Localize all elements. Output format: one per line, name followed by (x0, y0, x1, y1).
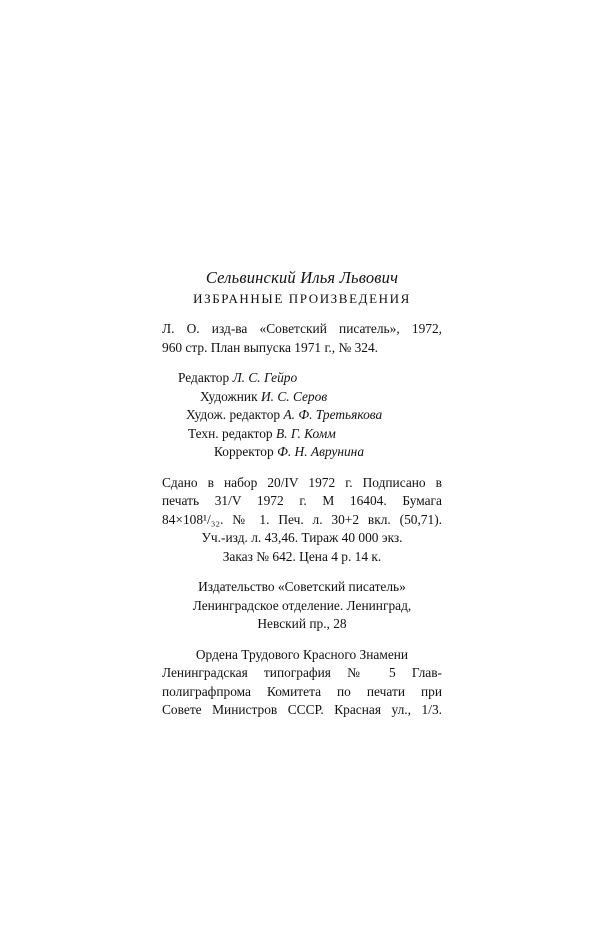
credit-name: А. Ф. Третьякова (283, 407, 383, 422)
credit-role: Корректор (214, 444, 274, 459)
printer-line: Ордена Трудового Красного Знамени (195, 646, 409, 662)
credit-line (178, 425, 442, 444)
print-detail-line: 84×108¹/₃₂. № 1. Печ. л. 30+2 вкл. (50,71). (162, 511, 442, 527)
publisher-address-block (162, 578, 442, 634)
credit-role: Редактор (178, 370, 230, 385)
author-name: Сельвинский Илья Львович (205, 268, 399, 287)
book-title: ИЗБРАННЫЕ ПРОИЗВЕДЕНИЯ (193, 291, 411, 306)
credit-name: В. Г. Комм (275, 425, 336, 441)
credit-line (178, 369, 442, 388)
publisher-block (162, 320, 442, 357)
printer-line: Ленинградская типография № 5 Глав- (162, 665, 442, 680)
credit-name: Ф. Н. Аврунина (277, 444, 365, 459)
print-details-block (162, 474, 442, 567)
credit-line (178, 443, 442, 462)
credit-line (178, 406, 442, 425)
credit-line (178, 388, 442, 407)
print-detail-line: Уч.-изд. л. 43,46. Тираж 40 000 экз. (201, 530, 403, 545)
address-line: Издательство «Советский писатель» (198, 579, 406, 594)
publisher-line: 960 стр. План выпуска 1971 г., № 324. (162, 339, 379, 355)
printer-block (162, 646, 442, 720)
colophon (162, 267, 442, 720)
publisher-line: Л. О. изд-ва «Советский писатель», 1972, (162, 321, 442, 336)
credit-role: Техн. редактор (188, 425, 273, 441)
address-line: Невский пр., 28 (257, 616, 347, 631)
credit-name: И. С. Серов (260, 388, 328, 404)
credit-name: Л. С. Гейро (232, 370, 298, 385)
credit-role: Художник (200, 388, 258, 404)
credit-role: Худож. редактор (186, 407, 281, 422)
printer-line: полиграфпрома Комитета по печати при (162, 683, 442, 699)
printer-line: Совете Министров СССР. Красная ул., 1/3. (162, 702, 442, 717)
credits-block (162, 369, 442, 462)
print-detail-line: Заказ № 642. Цена 4 р. 14 к. (222, 548, 382, 564)
address-line: Ленинградское отделение. Ленинград, (192, 597, 412, 613)
print-detail-line: Сдано в набор 20/IV 1972 г. Подписано в (162, 474, 442, 490)
print-detail-line: печать 31/V 1972 г. М 16404. Бумага (162, 493, 442, 508)
